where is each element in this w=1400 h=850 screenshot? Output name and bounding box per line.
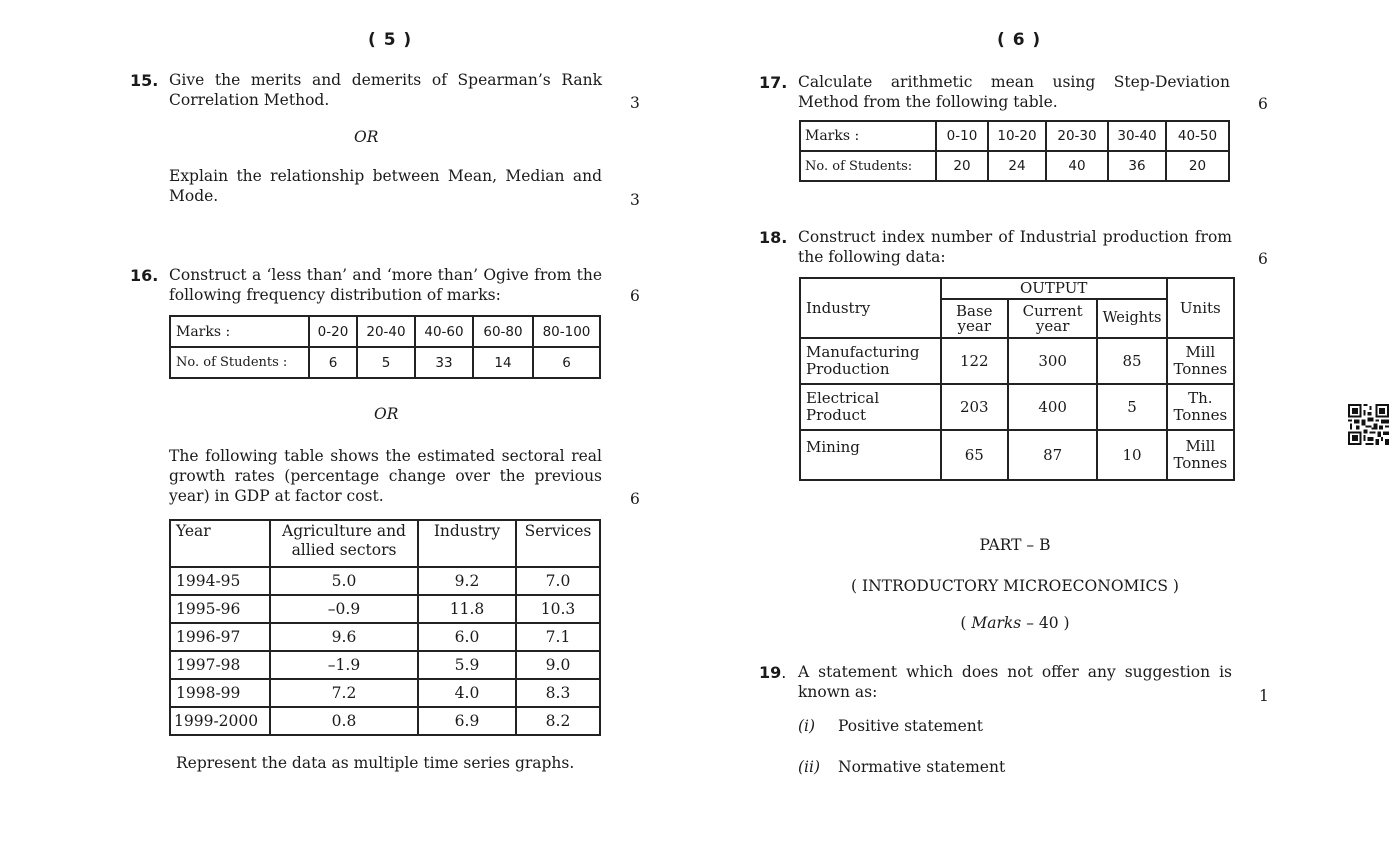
q-dot: .	[781, 663, 787, 682]
table-row	[800, 151, 1229, 181]
table-row	[170, 347, 600, 378]
table-row	[170, 707, 600, 735]
marks: 6	[630, 287, 640, 305]
question-text: Give the merits and demerits of Spearman’s Rank Correlation Method.	[169, 71, 602, 109]
table-cell: 6	[533, 347, 600, 378]
or-separator: OR	[374, 405, 399, 423]
page-number: ( 5 )	[368, 30, 413, 50]
cell-line: Tonnes	[1173, 360, 1228, 378]
units-cell	[1167, 338, 1234, 384]
column-header: Year	[170, 520, 270, 567]
option-item	[798, 716, 983, 736]
cell-line: Tonnes	[1173, 454, 1228, 472]
header-line: Base	[956, 301, 993, 320]
option-text: Normative statement	[838, 758, 1006, 776]
column-header: Services	[516, 520, 600, 567]
table-cell: 24	[988, 151, 1046, 181]
table-row	[170, 623, 600, 651]
column-header	[1008, 299, 1097, 338]
question-text: Construct a ‘less than’ and ‘more than’ Ogive from the following frequency distribution of marks:	[169, 266, 602, 304]
table-cell: 4.0	[418, 679, 516, 707]
table-header-row	[170, 520, 600, 567]
table-cell: 8.2	[516, 707, 600, 735]
option-number: (ii)	[798, 758, 821, 776]
table-cell: 7.0	[516, 567, 600, 595]
table-cell: 203	[941, 384, 1008, 430]
table-cell: 11.8	[418, 595, 516, 623]
question-text: Construct index number of Industrial production from the following data:	[798, 228, 1232, 266]
page-number: ( 6 )	[997, 30, 1042, 50]
table-cell: 40	[1046, 151, 1108, 181]
growth-rates-table	[169, 519, 601, 736]
table-cell: 14	[473, 347, 533, 378]
marks-value: – 40 )	[1021, 614, 1070, 632]
table-cell: 0-10	[936, 121, 988, 151]
question-text: A statement which does not offer any suggestion is known as:	[798, 663, 1232, 701]
table-cell: –1.9	[270, 651, 418, 679]
table-cell: 9.2	[418, 567, 516, 595]
header-line: year	[957, 316, 992, 335]
table-cell: 6.0	[418, 623, 516, 651]
table-cell: 20-30	[1046, 121, 1108, 151]
table-cell: 10	[1097, 430, 1166, 480]
table-cell: 30-40	[1108, 121, 1166, 151]
instruction-text: Represent the data as multiple time series graphs.	[176, 754, 575, 772]
cell-line: Production	[806, 360, 890, 378]
qr-code-icon	[1348, 404, 1389, 445]
table-cell: 20	[1166, 151, 1229, 181]
row-label: Marks :	[800, 121, 936, 151]
section-title: PART – B	[979, 536, 1051, 554]
cell-line: Mill	[1185, 437, 1216, 455]
question-number	[759, 663, 786, 682]
table-header-row	[800, 278, 1234, 299]
cell-line: Manufacturing	[806, 343, 920, 361]
row-label: No. of Students:	[800, 151, 936, 181]
table-cell: 122	[941, 338, 1008, 384]
table-cell: 85	[1097, 338, 1166, 384]
question-number: 18.	[759, 228, 788, 247]
industry-cell	[800, 384, 941, 430]
table-cell: 5.9	[418, 651, 516, 679]
table-cell: 20	[936, 151, 988, 181]
marks: 3	[630, 191, 640, 209]
table-cell: 1999-2000	[170, 707, 270, 735]
table-cell: 40-60	[415, 316, 473, 347]
table-cell: 1998-99	[170, 679, 270, 707]
cell-line: Mill	[1185, 343, 1216, 361]
marks: 1	[1259, 687, 1269, 705]
table-cell: 5	[357, 347, 415, 378]
option-item	[798, 757, 1005, 777]
table-cell: 33	[415, 347, 473, 378]
table-cell: 80-100	[533, 316, 600, 347]
table-cell: 10-20	[988, 121, 1046, 151]
table-cell: 0.8	[270, 707, 418, 735]
section-marks	[800, 614, 1230, 632]
table-row	[170, 316, 600, 347]
question-number: 15.	[130, 71, 159, 90]
column-header: Agriculture and allied sectors	[270, 520, 418, 567]
industry-cell	[800, 338, 941, 384]
table-row	[800, 384, 1234, 430]
header-line: year	[1035, 316, 1070, 335]
table-cell: 1996-97	[170, 623, 270, 651]
cell-line: Tonnes	[1173, 406, 1228, 424]
table-cell: 9.6	[270, 623, 418, 651]
table-cell: 65	[941, 430, 1008, 480]
question-number: 16.	[130, 266, 159, 285]
column-header: Weights	[1097, 299, 1166, 338]
step-deviation-table	[799, 120, 1230, 182]
table-cell: 400	[1008, 384, 1097, 430]
alt-question-text: Explain the relationship between Mean, Median and Mode.	[169, 167, 602, 205]
marks-frequency-table	[169, 315, 601, 379]
paren: (	[960, 614, 972, 632]
q-number: 19	[759, 663, 782, 682]
table-cell: 60-80	[473, 316, 533, 347]
table-cell: 8.3	[516, 679, 600, 707]
alt-question-text: The following table shows the estimated sectoral real growth rates (percentage change over the previous year) in GDP at factor cost.	[169, 447, 602, 505]
table-cell: 40-50	[1166, 121, 1229, 151]
table-row	[170, 567, 600, 595]
table-cell: 1995-96	[170, 595, 270, 623]
column-header: Industry	[418, 520, 516, 567]
question-text: Calculate arithmetic mean using Step-Deviation Method from the following table.	[798, 73, 1230, 111]
marks: 3	[630, 94, 640, 112]
table-cell: 36	[1108, 151, 1166, 181]
table-cell: 87	[1008, 430, 1097, 480]
table-cell: 9.0	[516, 651, 600, 679]
column-header: Industry	[800, 278, 941, 338]
option-text: Positive statement	[838, 717, 983, 735]
cell-line: Product	[806, 406, 866, 424]
marks: 6	[1258, 95, 1268, 113]
units-cell	[1167, 430, 1234, 480]
table-row	[800, 430, 1234, 480]
row-label: No. of Students :	[170, 347, 309, 378]
table-row	[170, 679, 600, 707]
header-line: Current	[1022, 301, 1083, 320]
table-cell: 6	[309, 347, 357, 378]
table-row	[170, 651, 600, 679]
industry-cell: Mining	[800, 430, 941, 480]
table-cell: 5.0	[270, 567, 418, 595]
table-cell: 10.3	[516, 595, 600, 623]
table-row	[800, 338, 1234, 384]
column-header: Units	[1167, 278, 1234, 338]
table-cell: 1994-95	[170, 567, 270, 595]
industrial-production-table	[799, 277, 1235, 481]
row-label: Marks :	[170, 316, 309, 347]
option-number: (i)	[798, 717, 816, 735]
cell-line: Electrical	[806, 389, 880, 407]
table-cell: 1997-98	[170, 651, 270, 679]
table-cell: 5	[1097, 384, 1166, 430]
table-cell: 7.1	[516, 623, 600, 651]
table-row	[170, 595, 600, 623]
cell-line: Th.	[1188, 389, 1213, 407]
section-subtitle: ( INTRODUCTORY MICROECONOMICS )	[851, 577, 1179, 595]
column-header-group: OUTPUT	[941, 278, 1167, 299]
question-number: 17.	[759, 73, 788, 92]
marks: 6	[1258, 250, 1268, 268]
table-row	[800, 121, 1229, 151]
table-cell: 300	[1008, 338, 1097, 384]
units-cell	[1167, 384, 1234, 430]
or-separator: OR	[354, 128, 379, 146]
table-cell: –0.9	[270, 595, 418, 623]
table-cell: 6.9	[418, 707, 516, 735]
table-cell: 0-20	[309, 316, 357, 347]
marks: 6	[630, 490, 640, 508]
column-header	[941, 299, 1008, 338]
table-cell: 20-40	[357, 316, 415, 347]
table-cell: 7.2	[270, 679, 418, 707]
marks-label: Marks	[971, 614, 1022, 632]
